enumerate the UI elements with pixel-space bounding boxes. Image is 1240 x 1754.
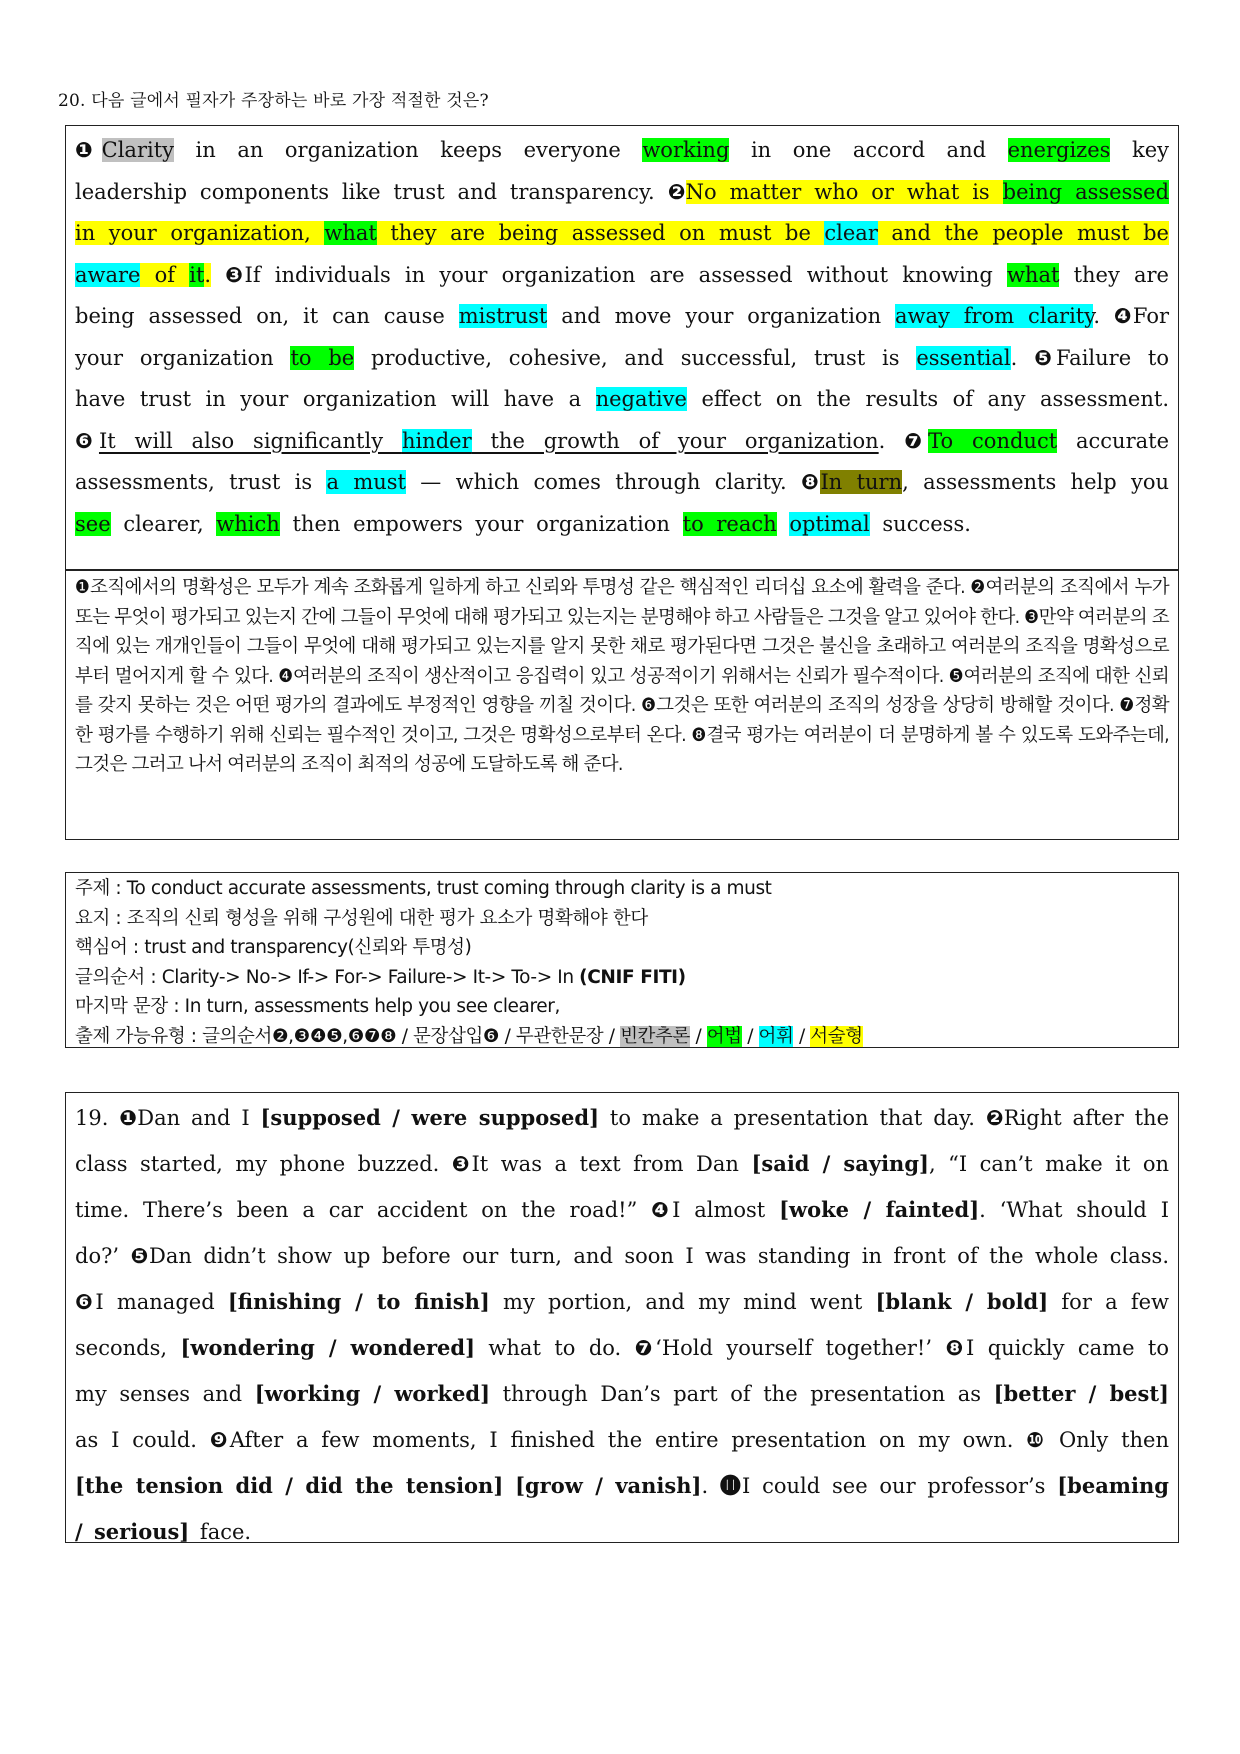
text-segment: , “I can’t make it on time. There’s been a car accident on the road!” bbox=[75, 1152, 1170, 1222]
sentence-number: ❻ bbox=[75, 428, 99, 453]
sentence-number: ❶ bbox=[75, 138, 102, 162]
text-segment: key leadership components like trust and transparency. bbox=[75, 138, 1169, 204]
question-20-title: 20. 다음 글에서 필자가 주장하는 바로 가장 적절한 것은? bbox=[58, 91, 489, 111]
separator: / bbox=[499, 1025, 516, 1047]
highlighted-text: away from clarity bbox=[895, 304, 1094, 328]
highlighted-text: working bbox=[642, 138, 730, 162]
text-segment: to make a presentation that day. bbox=[599, 1106, 986, 1130]
text-segment: ‘Hold yourself together!’ bbox=[655, 1336, 946, 1360]
topic-line bbox=[75, 874, 1169, 904]
order-line bbox=[75, 963, 1169, 993]
highlighted-text: clear bbox=[824, 221, 878, 245]
highlighted-text: [working / worked] bbox=[254, 1381, 491, 1406]
text-segment: After a few moments, I finished the entire presentation on my own. bbox=[229, 1428, 1027, 1452]
text-segment: It was a text from Dan bbox=[471, 1152, 752, 1176]
keyword-line bbox=[75, 933, 1169, 963]
text-segment: Right after the class started, my phone buzzed. bbox=[75, 1106, 1170, 1176]
text-segment: . bbox=[1093, 304, 1114, 328]
text-segment: clearer, bbox=[110, 511, 217, 536]
highlighted-text: to be bbox=[290, 345, 355, 370]
type-insert: 문장삽입❻ bbox=[413, 1025, 500, 1047]
type-blank: 빈칸추론 bbox=[620, 1025, 690, 1047]
highlighted-text: In turn bbox=[820, 470, 903, 494]
highlighted-text: the growth of your organization bbox=[471, 428, 879, 453]
text-segment: through Dan’s part of the presentation as bbox=[490, 1382, 994, 1406]
last-sentence-text: In turn, assessments help you see clearer, bbox=[184, 996, 560, 1017]
text-segment: what to do. bbox=[475, 1336, 635, 1360]
text-segment: for a few seconds, bbox=[75, 1290, 1169, 1360]
sentence-number: ❸ bbox=[225, 262, 245, 287]
highlighted-text: [better / best] bbox=[993, 1381, 1169, 1406]
text-segment: they are being assessed on, it can cause bbox=[75, 262, 1169, 328]
type-irrelevant: 무관한문장 bbox=[515, 1025, 604, 1047]
highlighted-text: [woke / fainted] bbox=[779, 1197, 980, 1222]
sentence-number: ❺ bbox=[1034, 345, 1057, 370]
sentence-number: ❷ bbox=[667, 179, 686, 204]
sentence-number: ❼ bbox=[634, 1336, 656, 1360]
highlighted-text: hinder bbox=[401, 428, 472, 453]
sentence-number: ❼ bbox=[904, 428, 929, 453]
question-20-translation: ❶조직에서의 명확성은 모두가 계속 조화롭게 일하게 하고 신뢰와 투명성 같은 핵심적인 리더십 요소에 활력을 준다. ❷여러분의 조직에서 누가 또는 무엇이 평가되고 있는지 간에 그들이 무엇에 대해 평가되고 있는지는 분명해야 하고 사람들은 그것을 알고 있어야 한다. ❸만약 여러분의 조직에 있는 개개인들이 그들이 무엇에 대해 평가되고 있는지를 알지 못한 채로 평가된다면 그것은 불신을 초래하고 여러분의 조직을 명확성으로부터 멀어지게 할 수 있다. ❹여러분의 조직이 생산적이고 응집력이 있고 성공적이기 위해서는 신뢰가 필수적이다. ❺여러분의 조직에 대한 신뢰를 갖지 못하는 것은 어떤 평가의 결과에도 부정적인 영향을 끼칠 것이다. ❻그것은 또한 여러분의 조직의 성장을 상당히 방해할 것이다. ❼정확한 평가를 수행하기 위해 신뢰는 필수적인 것이고, 그것은 명확성으로부터 온다. ❽결국 평가는 여러분이 더 분명하게 볼 수 있도록 도와주는데, 그것은 그러고 나서 여러분의 조직이 최적의 성공에 도달하도록 해 준다. bbox=[65, 570, 1179, 840]
keyword-label: 핵심어 : bbox=[75, 937, 145, 958]
highlighted-text: in your organization, bbox=[75, 221, 325, 245]
gist-text: 조직의 신뢰 형성을 위해 구성원에 대한 평가 요소가 명확해야 한다 bbox=[126, 907, 648, 929]
separator: / bbox=[741, 1025, 759, 1047]
gist-line bbox=[75, 904, 1169, 934]
text-segment: I quickly came to my senses and bbox=[75, 1336, 1170, 1406]
analysis-summary-box bbox=[65, 872, 1179, 1048]
highlighted-text: aware bbox=[75, 262, 141, 287]
type-order: 글의순서❷,❸❹❺,❻❼❽ bbox=[202, 1025, 397, 1047]
highlighted-text: being assessed bbox=[1002, 179, 1170, 204]
highlighted-text: Clarity bbox=[101, 138, 175, 162]
last-sentence-label: 마지막 문장 : bbox=[75, 996, 185, 1017]
question-20-passage bbox=[65, 125, 1179, 570]
text-segment: accurate assessments, trust is bbox=[75, 428, 1170, 494]
text-segment: effect on the results of any assessment. bbox=[686, 387, 1169, 411]
separator: / bbox=[689, 1025, 707, 1047]
separator: / bbox=[793, 1025, 811, 1047]
keyword-text: trust and transparency(신뢰와 투명성) bbox=[144, 937, 472, 958]
topic-text: To conduct accurate assessments, trust coming through clarity is a must bbox=[126, 878, 772, 899]
sentence-number: ❶ bbox=[119, 1106, 138, 1130]
highlighted-text: [wondering / wondered] bbox=[180, 1335, 476, 1360]
highlighted-text: To conduct bbox=[928, 428, 1058, 453]
text-segment: face. bbox=[189, 1520, 252, 1544]
highlighted-text: to reach bbox=[682, 511, 777, 536]
sentence-number: ❸ bbox=[451, 1152, 472, 1176]
sentence-number: ❹ bbox=[1113, 304, 1133, 328]
highlighted-text: mistrust bbox=[458, 304, 548, 328]
text-segment: as I could. bbox=[75, 1428, 210, 1452]
text-segment: my portion, and my mind went bbox=[489, 1290, 876, 1314]
sentence-number: ❽ bbox=[945, 1336, 966, 1360]
text-segment: . bbox=[701, 1474, 720, 1498]
highlighted-text: [said / saying] bbox=[751, 1151, 929, 1176]
text-segment: Dan didn’t show up before our turn, and soon I was standing in front of the whole class. bbox=[149, 1244, 1169, 1268]
text-segment: For your organization bbox=[75, 304, 1170, 370]
highlighted-text: [grow / vanish] bbox=[515, 1473, 702, 1498]
order-code: (CNIF FITI) bbox=[579, 966, 686, 988]
highlighted-text: [supposed / were supposed] bbox=[260, 1105, 600, 1130]
text-segment: I managed bbox=[95, 1290, 228, 1314]
sentence-number: ❹ bbox=[651, 1198, 673, 1222]
text-segment: . bbox=[878, 428, 905, 453]
text-segment: and move your organization bbox=[547, 304, 895, 328]
topic-label: 주제 : bbox=[75, 878, 127, 899]
text-segment bbox=[503, 1474, 515, 1498]
text-segment: — which comes through clarity. bbox=[405, 470, 801, 494]
sentence-number: ❾ bbox=[209, 1428, 230, 1452]
separator: / bbox=[396, 1025, 414, 1047]
text-segment: Only then bbox=[1046, 1428, 1170, 1452]
highlighted-text: No matter who or what is bbox=[685, 179, 1003, 204]
highlighted-text: energizes bbox=[1007, 138, 1111, 162]
highlighted-text: and the people must be bbox=[877, 221, 1169, 245]
type-grammar: 어법 bbox=[706, 1025, 742, 1047]
text-segment: . ‘What should I do?’ bbox=[75, 1198, 1170, 1268]
question-types-line bbox=[75, 1022, 1169, 1052]
order-label: 글의순서 : bbox=[75, 966, 162, 988]
highlighted-text: essential bbox=[916, 345, 1011, 370]
highlighted-text: [beaming / serious] bbox=[75, 1473, 1169, 1544]
type-vocab: 어휘 bbox=[758, 1025, 794, 1047]
highlighted-text: . bbox=[204, 262, 212, 287]
text-segment: , assessments help you bbox=[902, 470, 1170, 494]
highlighted-text: they are being assessed on must be bbox=[376, 221, 825, 245]
highlighted-text: what bbox=[1006, 262, 1060, 287]
sentence-number: ❻ bbox=[75, 1290, 96, 1314]
highlighted-text: of bbox=[140, 262, 190, 287]
question-19-passage bbox=[65, 1092, 1179, 1543]
highlighted-text: which bbox=[216, 511, 280, 536]
sentence-number: ❿ bbox=[1026, 1428, 1047, 1452]
sentence-number: ⓫ bbox=[719, 1474, 743, 1498]
gist-label: 요지 : bbox=[75, 907, 127, 929]
highlighted-text: see bbox=[75, 511, 111, 536]
highlighted-text: It will also significantly bbox=[98, 428, 402, 453]
sentence-number: ❺ bbox=[130, 1244, 150, 1268]
text-segment: If individuals in your organization are assessed without knowing bbox=[244, 262, 1007, 287]
text-segment bbox=[211, 263, 225, 287]
highlighted-text: [the tension did / did the tension] bbox=[75, 1473, 504, 1498]
text-segment: in one accord and bbox=[729, 138, 1008, 162]
highlighted-text: optimal bbox=[789, 511, 870, 536]
highlighted-text: [blank / bold] bbox=[875, 1289, 1049, 1314]
order-text: Clarity-> No-> If-> For-> Failure-> It-> To-> In bbox=[161, 966, 580, 988]
text-segment: Dan and I bbox=[137, 1106, 261, 1130]
highlighted-text: it bbox=[189, 262, 205, 287]
text-segment: productive, cohesive, and successful, trust is bbox=[354, 345, 917, 370]
text-segment: . bbox=[1010, 345, 1035, 370]
text-segment: in an organization keeps everyone bbox=[174, 138, 643, 162]
text-segment: 19. bbox=[75, 1106, 120, 1130]
sentence-number: ❷ bbox=[985, 1106, 1004, 1130]
separator: / bbox=[603, 1025, 621, 1047]
types-label: 출제 가능유형 : bbox=[75, 1025, 203, 1047]
type-writing: 서술형 bbox=[810, 1025, 863, 1047]
text-segment: I almost bbox=[672, 1198, 780, 1222]
text-segment bbox=[777, 512, 790, 536]
text-segment: Failure to have trust in your organization will have a bbox=[75, 345, 1170, 411]
text-segment: success. bbox=[869, 511, 971, 536]
text-segment: then empowers your organization bbox=[279, 511, 683, 536]
highlighted-text: negative bbox=[595, 387, 687, 411]
sentence-number: ❽ bbox=[801, 470, 821, 494]
highlighted-text: [finishing / to finish] bbox=[227, 1289, 490, 1314]
last-sentence-line bbox=[75, 992, 1169, 1022]
highlighted-text: what bbox=[324, 221, 377, 245]
highlighted-text: a must bbox=[326, 470, 406, 494]
text-segment: I could see our professor’s bbox=[742, 1474, 1058, 1498]
